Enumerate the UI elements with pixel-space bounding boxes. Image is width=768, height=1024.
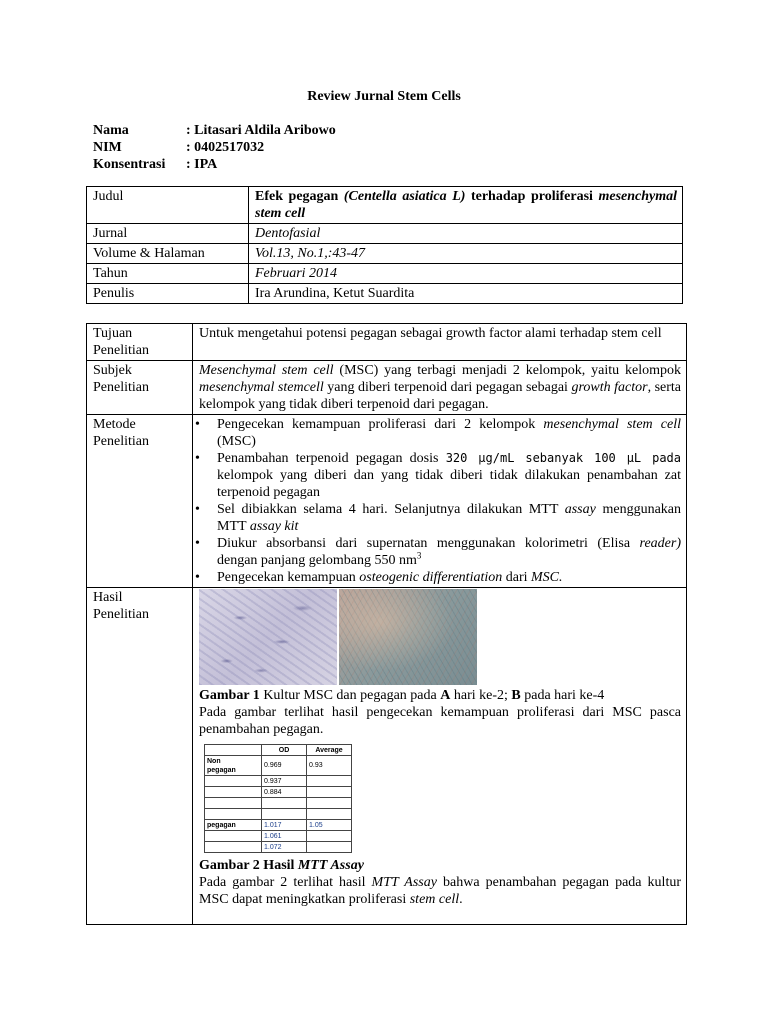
meta-value-jurnal: Dentofasial <box>249 224 683 244</box>
meta-label: Volume & Halaman <box>87 244 249 264</box>
meta-value-volume: Vol.13, No.1,:43-47 <box>249 244 683 264</box>
page-title: Review Jurnal Stem Cells <box>307 89 461 104</box>
hasil-cell <box>193 588 687 925</box>
mtt-group-label: pegagan <box>205 820 262 831</box>
row-tujuan <box>87 324 687 361</box>
msc-culture-photo-b <box>339 589 477 685</box>
info-label: Konsentrasi <box>93 157 166 172</box>
mtt-average: 0.93 <box>307 756 352 776</box>
list-item: • Penambahan terpenoid pegagan dosis 320 µg/mL sebanyak 100 µL pada kelompok yang diberi dan yang tidak diberi tidak dilakukan penambahan zat terpenoid pegagan <box>193 450 681 501</box>
mtt-value: 0.937 <box>262 776 307 787</box>
info-value: : IPA <box>186 157 218 172</box>
mtt-results-table <box>204 744 352 853</box>
journal-meta-table <box>86 186 683 304</box>
meta-label: Tahun <box>87 264 249 284</box>
list-item: • Pengecekan kemampuan osteogenic differentiation dari MSC. <box>193 569 681 586</box>
student-info <box>93 122 336 173</box>
row-label: Subjek Penelitian <box>87 361 193 415</box>
metode-list-cell <box>193 415 687 588</box>
info-row-nama <box>93 122 336 139</box>
row-label: Metode Penelitian <box>87 415 193 588</box>
hasil-paragraph-2: Pada gambar 2 terlihat hasil MTT Assay bahwa penambahan pegagan pada kultur MSC dapat meningkatkan proliferasi stem cell. <box>199 875 681 907</box>
mtt-cell <box>205 745 262 756</box>
mtt-value: 1.061 <box>262 831 307 842</box>
info-row-konsentrasi <box>93 156 336 173</box>
mtt-group-label: Non pegagan <box>205 756 262 776</box>
info-row-nim <box>93 139 336 156</box>
info-value: : 0402517032 <box>186 140 265 155</box>
row-label: Hasil Penelitian <box>87 588 193 925</box>
meta-row-jurnal <box>87 224 683 244</box>
meta-row-volume <box>87 244 683 264</box>
figure-1-images <box>199 589 681 685</box>
row-subjek <box>87 361 687 415</box>
meta-row-penulis <box>87 284 683 304</box>
list-item: • Sel dibiakkan selama 4 hari. Selanjutnya dilakukan MTT assay menggunakan MTT assay kit <box>193 501 681 535</box>
row-hasil <box>87 588 687 925</box>
figure-1-caption: Gambar 1 Kultur MSC dan pegagan pada A hari ke-2; B pada hari ke-4 <box>199 688 605 703</box>
mtt-header-od: OD <box>262 745 307 756</box>
row-metode <box>87 415 687 588</box>
list-item: • Pengecekan kemampuan proliferasi dari 2 kelompok mesenchymal stem cell (MSC) <box>193 416 681 450</box>
meta-value-tahun: Februari 2014 <box>249 264 683 284</box>
mtt-value: 0.884 <box>262 787 307 798</box>
meta-label: Jurnal <box>87 224 249 244</box>
tujuan-text: Untuk mengetahui potensi pegagan sebagai growth factor alami terhadap stem cell <box>193 324 687 361</box>
meta-row-judul <box>87 187 683 224</box>
mtt-value: 1.072 <box>262 842 307 853</box>
info-label: NIM <box>93 140 122 155</box>
msc-culture-photo-a <box>199 589 337 685</box>
meta-label: Judul <box>87 187 249 224</box>
mtt-value: 1.017 <box>262 820 307 831</box>
review-table <box>86 323 687 925</box>
subjek-text: Mesenchymal stem cell (MSC) yang terbagi menjadi 2 kelompok, yaitu kelompok mesenchymal stemcell yang diberi terpenoid dari pegagan sebagai growth factor, serta kelompok yang tidak diberi terpenoid dari pegagan. <box>193 361 687 415</box>
mtt-value: 0.969 <box>262 756 307 776</box>
meta-value-penulis: Ira Arundina, Ketut Suardita <box>249 284 683 304</box>
hasil-paragraph-1: Pada gambar terlihat hasil pengecekan kemampuan proliferasi dari MSC pasca penambahan pegagan. <box>199 705 681 737</box>
meta-row-tahun <box>87 264 683 284</box>
list-item: • Diukur absorbansi dari supernatan menggunakan kolorimetri (Elisa reader) dengan panjang gelombang 550 $nm^3$ <box>193 535 681 569</box>
mtt-average: 1.05 <box>307 820 352 831</box>
mtt-header-average: Average <box>307 745 352 756</box>
figure-2-caption: Gambar 2 Hasil MTT Assay <box>199 858 364 873</box>
meta-value-judul: Efek pegagan (Centella asiatica L) terhadap proliferasi mesenchymal stem cell <box>249 187 683 224</box>
row-label: Tujuan Penelitian <box>87 324 193 361</box>
info-label: Nama <box>93 123 129 138</box>
meta-label: Penulis <box>87 284 249 304</box>
info-value: : Litasari Aldila Aribowo <box>186 123 336 138</box>
metode-list <box>193 416 681 586</box>
